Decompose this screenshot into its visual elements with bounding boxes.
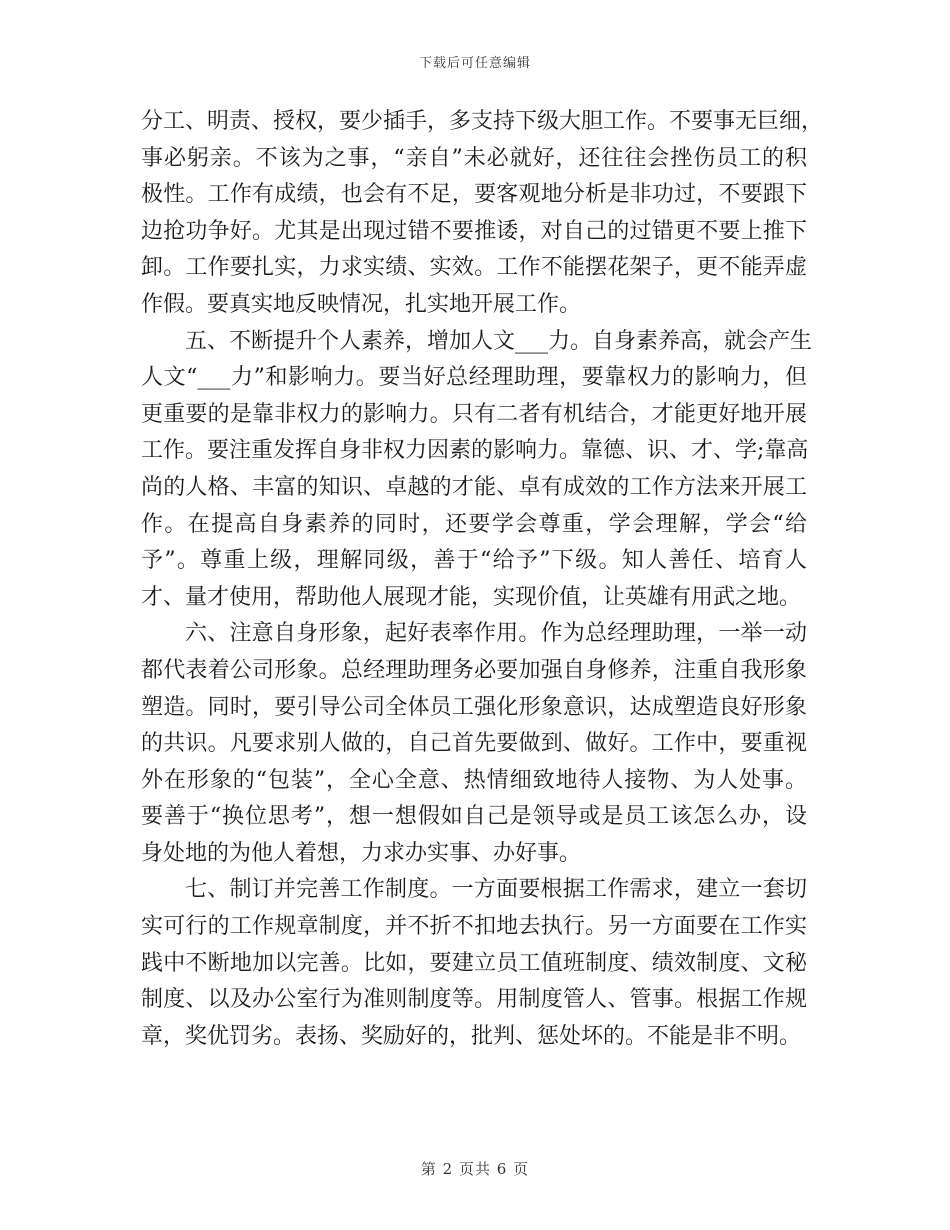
text-line: 人文“___力”和影响力。要当好总经理助理，要靠权力的影响力，但 [141,365,807,391]
text-line: 更重要的是靠非权力的影响力。只有二者有机结合，才能更好地开展 [141,401,807,427]
paragraph-section-5 [141,324,813,617]
text-line: 作假。要真实地反映情况，扎实地开展工作。 [141,291,582,317]
text-line: 外在形象的“包装”，全心全意、热情细致地待人接物、为人处事。 [141,767,807,793]
text-line: 尚的人格、丰富的知识、卓越的才能、卓有成效的工作方法来开展工 [141,474,807,500]
text-line: 都代表着公司形象。总经理助理务必要加强自身修养，注重自我形象 [141,657,807,683]
text-line: 分工、明责、授权，要少插手，多支持下级大胆工作。不要事无巨细， [141,109,824,134]
text-line: 极性。工作有成绩，也会有不足，要客观地分析是非功过，不要跟下 [141,182,807,208]
paragraph-continuation [141,104,824,324]
text-line: 卸。工作要扎实，力求实绩、实效。工作不能摆花架子，更不能弄虚 [141,255,807,281]
text-line: 塑造。同时，要引导公司全体员工强化形象意识，达成塑造良好形象 [141,694,807,720]
page-header: 下载后可任意编辑 [418,56,531,71]
text-line: 制度、以及办公室行为准则制度等。用制度管人、管事。根据工作规 [141,987,807,1013]
text-line: 章，奖优罚劣。表扬、奖励好的，批判、惩处坏的。不能是非不明。 [141,1023,802,1049]
text-line: 边抢功争好。尤其是出现过错不要推诿，对自己的过错更不要上推下 [141,218,807,244]
text-line: 事必躬亲。不该为之事，“亲自”未必就好，还往往会挫伤员工的积 [141,145,807,171]
text-line: 作。在提高自身素养的同时，还要学会尊重，学会理解，学会“给 [141,511,807,537]
paragraph-section-7 [141,872,807,1055]
text-line: 六、注意自身形象，起好表率作用。作为总经理助理，一举一动 [185,621,807,647]
document-body [141,104,824,1055]
text-line: 实可行的工作规章制度，并不折不扣地去执行。另一方面要在工作实 [141,914,807,940]
text-line: 的共识。凡要求别人做的，自己首先要做到、做好。工作中，要重视 [141,731,807,757]
page-number-footer: 第 2 页共 6 页 [420,1160,530,1178]
text-line: 才、量才使用，帮助他人展现才能，实现价值，让英雄有用武之地。 [141,584,802,610]
text-line: 五、不断提升个人素养，增加人文___力。自身素养高，就会产生 [185,328,813,354]
paragraph-section-6 [141,616,807,872]
text-line: 七、制订并完善工作制度。一方面要根据工作需求，建立一套切 [185,877,807,903]
text-line: 予”。尊重上级，理解同级，善于“给予”下级。知人善任、培育人 [141,548,807,574]
text-line: 要善于“换位思考”，想一想假如自己是领导或是员工该怎么办，设 [141,804,807,830]
text-line: 工作。要注重发挥自身非权力因素的影响力。靠德、识、才、学;靠高 [141,438,809,464]
text-line: 身处地的为他人着想，力求办实事、办好事。 [141,840,582,866]
text-line: 践中不断地加以完善。比如，要建立员工值班制度、绩效制度、文秘 [141,950,807,976]
